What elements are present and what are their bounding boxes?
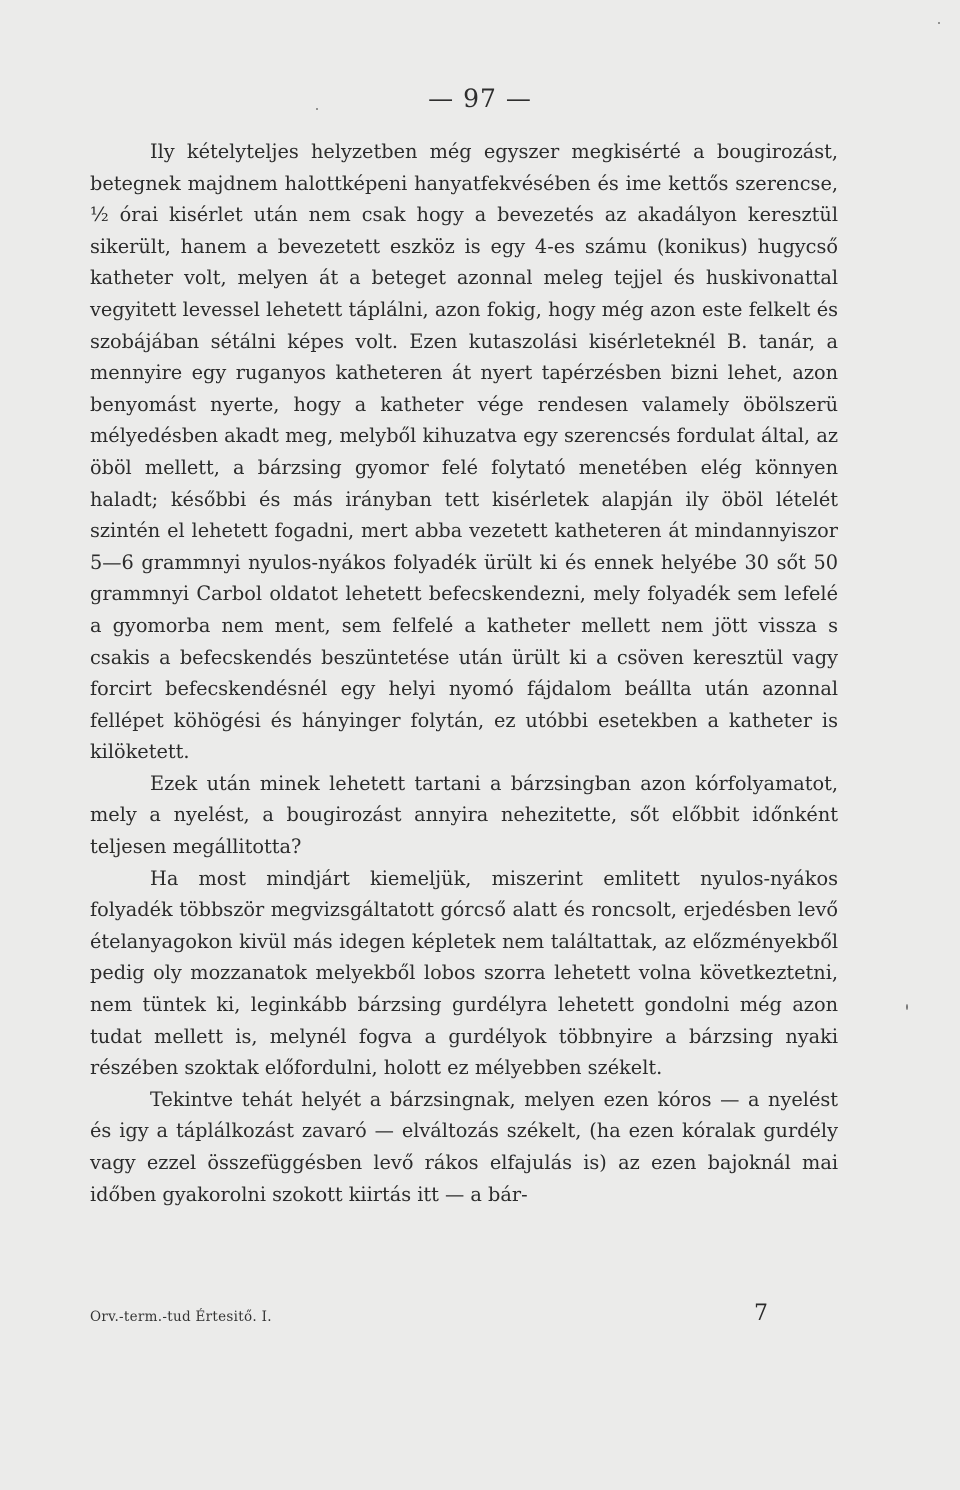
paper-speck bbox=[906, 1004, 908, 1010]
footer-note: Orv.-term.-tud Értesitő. I. bbox=[90, 1309, 272, 1325]
paragraph: Ha most mindjárt kiemeljük, miszerint emlitett nyulos-nyákos folyadék többször megvizsgáltatott górcső alatt és roncsolt, erjedésben levő ételanyagokon kivül más idegen képletek nem találtattak, az előzményekből pedig oly mozzanatok melyekből lobos szorra lehetett volna következtetni, nem tüntek ki, leginkább bárzsing gurdélyra lehetett gondolni még azon tudat mellett is, melynél fogva a gurdélyok többnyire a bárzsing nyaki részében szoktak előfordulni, holott ez mélyebben székelt. bbox=[90, 866, 838, 1080]
paragraph: Tekintve tehát helyét a bárzsingnak, melyen ezen kóros — a nyelést és igy a táplálkozást zavaró — elváltozás székelt, (ha ezen kóralak gurdély vagy ezzel összefüggésben levő rákos elfajulás is) az ezen bajoknál mai időben gyakorolni szokott kiirtás itt — a bár- bbox=[90, 1087, 838, 1206]
paper-speck bbox=[938, 22, 940, 24]
paper-speck bbox=[316, 108, 318, 110]
paragraph: Ezek után minek lehetett tartani a bárzsingban azon kórfolyamatot, mely a nyelést, a bougirozást annyira nehezitette, sőt előbbit időnként teljesen megállitotta? bbox=[90, 771, 838, 859]
body-text bbox=[90, 136, 838, 1210]
signature-mark: 7 bbox=[754, 1301, 768, 1326]
page-footer bbox=[90, 1303, 838, 1333]
paragraph: Ily kételyteljes helyzetben még egyszer megkisérté a bougirozást, betegnek majdnem halottképeni hanyatfekvésében és ime kettős szerencse, ½ órai kisérlet után nem csak hogy a bevezetés az akadályon keresztül sikerült, hanem a bevezetett eszköz is egy 4-es számu (konikus) hugycső katheter volt, melyen át a beteget azonnal meleg tejjel és huskivonattal vegyitett levessel lehetett táplálni, azon fokig, hogy még azon este felkelt és szobájában sétálni képes volt. Ezen kutaszolási kisérleteknél B. tanár, a mennyire egy ruganyos katheteren át nyert tapérzésben bizni lehet, azon benyomást nyerte, hogy a katheter vége rendesen valamely öbölszerü mélyedésben akadt meg, melyből kihuzatva egy szerencsés fordulat által, az öböl mellett, a bárzsing gyomor felé folytató menetében elég könnyen haladt; későbbi és más irányban tett kisérletek alapján ily öböl lételét szintén el lehetett fogadni, mert abba vezetett katheteren át mindannyiszor 5—6 grammnyi nyulos-nyákos folyadék ürült ki és ennek helyébe 30 sőt 50 grammnyi Carbol oldatot lehetett befecskendezni, mely folyadék sem lefelé a gyomorba nem ment, sem felfelé a katheter mellett nem jött vissza s csakis a befecskendés beszüntetése után ürült ki a csöven keresztül vagy forcirt befecskendésnél egy helyi nyomó fájdalom beállta után azonnal fellépet köhögési és hányinger folytán, ez utóbbi esetekben a katheter is kilöketett. bbox=[90, 140, 838, 764]
page-number: — 97 — bbox=[428, 84, 532, 113]
